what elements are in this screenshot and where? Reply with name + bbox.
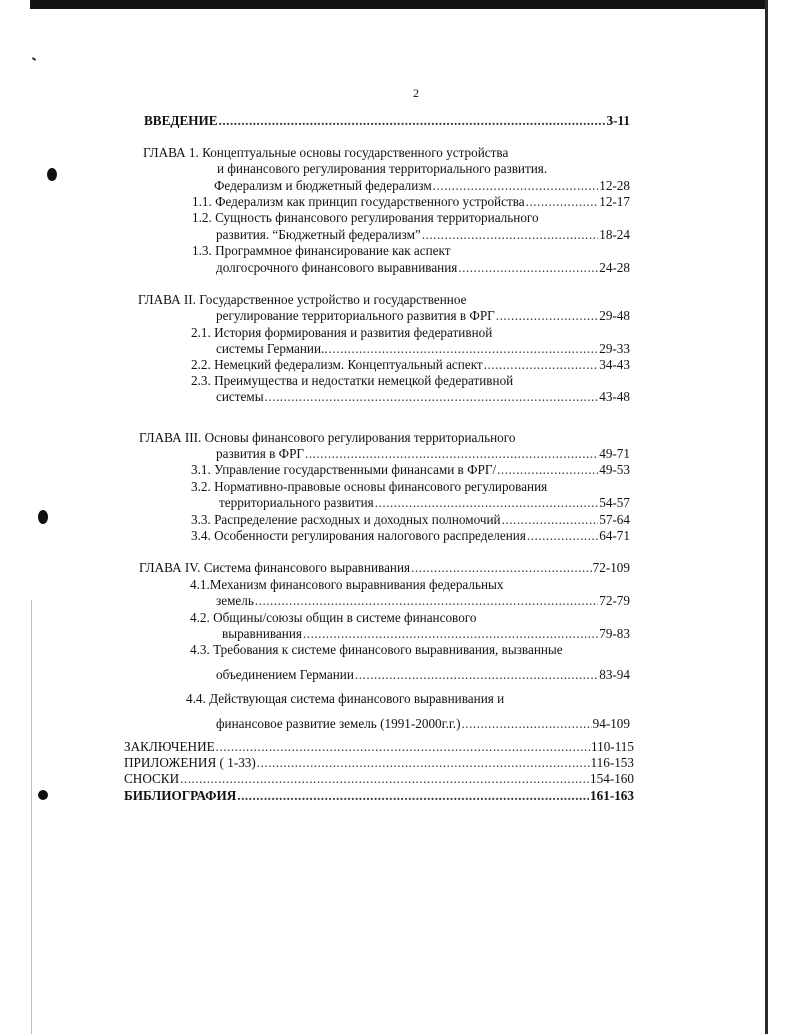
toc-chapter-1-title-cont: и финансового регулирования территориального развития. — [217, 161, 548, 176]
toc-chapter-2-title-end: регулирование территориального развития в ФРГ ..... 29-48 — [216, 308, 630, 324]
toc-entry-bibliography: БИБЛИОГРАФИЯ ..... 161-163 — [124, 788, 634, 804]
toc-section-4-1: 4.1.Механизм финансового выравнивания федеральных — [190, 577, 504, 592]
toc-section-4-2-end: выравнивания ..... 79-83 — [222, 626, 630, 642]
toc-section-3-1: 3.1. Управление государственными финансами в ФРГ/ ..... 49-53 — [191, 462, 630, 478]
toc-section-3-2-end: территориального развития ..... 54-57 — [219, 495, 630, 511]
scan-speck — [32, 57, 36, 61]
toc-section-3-3: 3.3. Распределение расходных и доходных полномочий ..... 57-64 — [191, 512, 630, 528]
toc-section-4-4: 4.4. Действующая система финансового выравнивания и — [186, 691, 505, 706]
scan-left-edge — [31, 600, 32, 1034]
page-number: 2 — [413, 86, 419, 100]
toc-section-1-3-end: долгосрочного финансового выравнивания ..... 24-28 — [216, 260, 630, 276]
toc-section-1-1: 1.1. Федерализм как принцип государственного устройства ..... 12-17 — [192, 194, 630, 210]
ink-blot — [38, 510, 48, 524]
toc-section-2-1: 2.1. История формирования и развития федеративной — [191, 325, 493, 340]
toc-section-3-2: 3.2. Нормативно-правовые основы финансового регулирования — [191, 479, 548, 494]
ink-blot — [47, 168, 57, 181]
toc-section-4-3: 4.3. Требования к системе финансового выравнивания, вызванные — [190, 642, 563, 657]
toc-section-4-1-end: земель ..... 72-79 — [216, 593, 630, 609]
toc-chapter-3-title: ГЛАВА III. Основы финансового регулирования территориального — [139, 430, 516, 445]
toc-section-4-3-end: объединением Германии ..... 83-94 — [216, 667, 630, 683]
toc-section-2-3-end: системы ..... 43-48 — [216, 389, 630, 405]
toc-chapter-1-title: ГЛАВА 1. Концептуальные основы государственного устройства — [143, 145, 509, 160]
scan-right-edge — [765, 0, 768, 1034]
toc-chapter-3-title-end: развития в ФРГ ..... 49-71 — [216, 446, 630, 462]
toc-entry-footnotes: СНОСКИ ..... 154-160 — [124, 771, 634, 787]
toc-entry-text: ВВЕДЕНИЕ — [144, 113, 218, 128]
ink-blot — [38, 790, 48, 800]
toc-entry-pages: 3-11 — [606, 113, 630, 128]
toc-section-3-4: 3.4. Особенности регулирования налогового распределения ..... 64-71 — [191, 528, 630, 544]
toc-entry-introduction — [144, 113, 630, 129]
toc-section-1-2-end: развития. “Бюджетный федерализм” ..... 18-24 — [216, 227, 630, 243]
scan-top-border — [30, 0, 768, 9]
toc-section-1-2: 1.2. Сущность финансового регулирования территориального — [192, 210, 539, 225]
toc-chapter-4-title: ГЛАВА IV. Система финансового выравнивания ..... 72-109 — [139, 560, 630, 576]
toc-chapter-1-title-end: Федерализм и бюджетный федерализм ..... 12-28 — [214, 178, 630, 194]
toc-section-4-4-end: финансовое развитие земель (1991-2000г.г.) ..... 94-109 — [216, 716, 630, 732]
toc-chapter-2-title: ГЛАВА II. Государственное устройство и государственное — [138, 292, 467, 307]
toc-entry-appendices: ПРИЛОЖЕНИЯ ( 1-33) ..... 116-153 — [124, 755, 634, 771]
toc-section-2-3: 2.3. Преимущества и недостатки немецкой федеративной — [191, 373, 514, 388]
toc-section-2-1-end: системы Германии.. ..... 29-33 — [216, 341, 630, 357]
toc-entry-conclusion: ЗАКЛЮЧЕНИЕ ..... 110-115 — [124, 739, 634, 755]
toc-section-2-2: 2.2. Немецкий федерализм. Концептуальный аспект ..... 34-43 — [191, 357, 630, 373]
toc-section-4-2: 4.2. Общины/союзы общин в системе финансового — [190, 610, 477, 625]
toc-section-1-3: 1.3. Программное финансирование как аспект — [192, 243, 451, 258]
